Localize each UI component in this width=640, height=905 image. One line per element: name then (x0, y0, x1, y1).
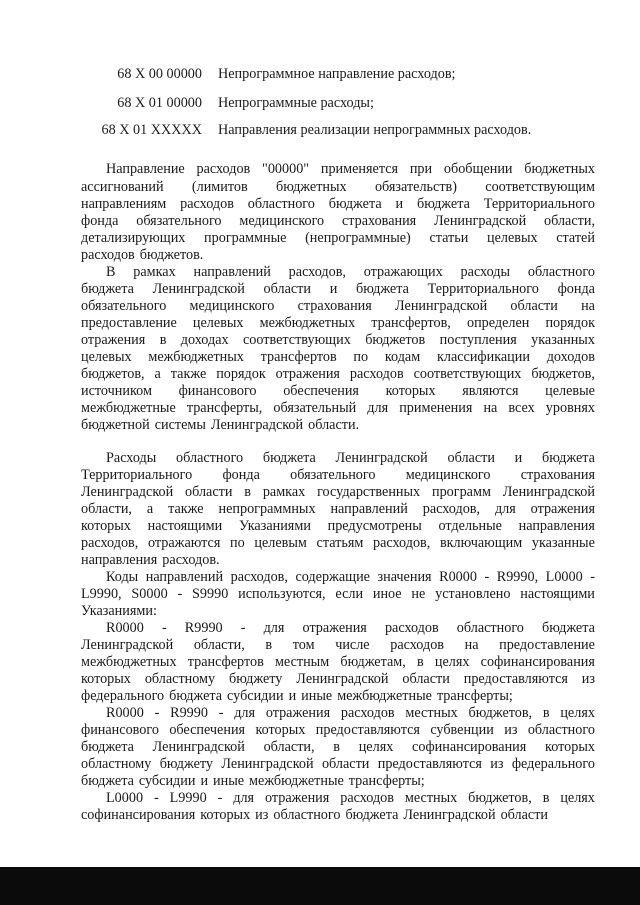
text-line: Направление расходов "00000" применяется при обобщении бюджетных (106, 161, 595, 177)
text-line: направления расходов. (81, 552, 220, 568)
text-line: Территориального фонда обязательного медицинского страхования (81, 467, 595, 483)
text-line: L9990, S0000 - S9990 используются, если иное не установлено настоящими (81, 586, 595, 602)
text-line: которых настоящими Указаниями предусмотрены отдельные направления (81, 518, 595, 534)
text-line: области, а также непрограммных направлений расходов, для отражения (81, 501, 595, 517)
text-line: расходов бюджетов. (81, 247, 204, 263)
text-line: бюджетов, а также порядок отражения расходов соответствующих бюджетов, (81, 366, 595, 382)
text-line: Ленинградской области, в том числе расходов на предоставление (81, 637, 595, 653)
text-line: бюджетной системы Ленинградской области. (81, 417, 360, 433)
text-line: Ленинградской области в рамках государственных программ Ленинградской (81, 484, 595, 500)
code-value: 68 X 01 00000 (117, 95, 202, 111)
code-description: Непрограммное направление расходов; (218, 66, 456, 82)
text-line: софинансирования которых из областного бюджета Ленинградской области (81, 807, 548, 823)
text-line: областному бюджету Ленинградской области предоставляются из федерального (81, 756, 595, 772)
code-value: 68 X 00 00000 (117, 66, 202, 82)
code-description: Непрограммные расходы; (218, 95, 374, 111)
text-line: В рамках направлений расходов, отражающих расходы областного (106, 264, 595, 280)
text-line: обязательного медицинского страхования Ленинградской области на (81, 298, 595, 314)
scan-edge-bar (0, 867, 640, 905)
text-line: федерального бюджета субсидии и иные межбюджетные трансферты; (81, 688, 513, 704)
text-line: которых областному бюджету Ленинградской области предоставляются из (81, 671, 595, 687)
text-line: бюджета Ленинградской области и бюджета Территориального фонда (81, 281, 595, 297)
text-line: межбюджетных трансфертов местным бюджетам, в целях софинансирования (81, 654, 595, 670)
text-line: Указаниями: (81, 603, 157, 619)
text-line: расходов, отражаются по целевым статьям расходов, включающим указанные (81, 535, 595, 551)
text-line: Расходы областного бюджета Ленинградской области и бюджета (106, 450, 595, 466)
text-line: R0000 - R9990 - для отражения расходов местных бюджетов, в целях (106, 705, 595, 721)
code-description: Направления реализации непрограммных расходов. (218, 122, 532, 138)
text-line: R0000 - R9990 - для отражения расходов областного бюджета (106, 620, 595, 636)
text-line: отражения в доходах соответствующих бюджетов поступления указанных (81, 332, 595, 348)
code-value: 68 X 01 XXXXX (101, 122, 202, 138)
text-line: Коды направлений расходов, содержащие значения R0000 - R9990, L0000 - (106, 569, 595, 585)
text-line: направлениям расходов областного бюджета и бюджета Территориального (81, 196, 595, 212)
text-line: детализирующих программные (непрограммные) статьи целевых статей (81, 230, 595, 246)
text-line: источником финансового обеспечения которых являются целевые (81, 383, 595, 399)
text-line: финансового обеспечения которых предоставляются субвенции из областного (81, 722, 595, 738)
text-line: бюджета субсидии и иные межбюджетные трансферты; (81, 773, 425, 789)
text-line: целевых межбюджетных трансфертов по кодам классификации доходов (81, 349, 595, 365)
text-line: предоставление целевых межбюджетных трансфертов, определен порядок (81, 315, 595, 331)
text-line: ассигнований (лимитов бюджетных обязательств) соответствующим (81, 179, 595, 195)
text-line: фонда обязательного медицинского страхования Ленинградской области, (81, 213, 595, 229)
text-line: бюджета Ленинградской области, в целях софинансирования которых (81, 739, 595, 755)
text-line: L0000 - L9990 - для отражения расходов местных бюджетов, в целях (106, 790, 595, 806)
text-line: межбюджетные трансферты, обязательный для применения на всех уровнях (81, 400, 595, 416)
